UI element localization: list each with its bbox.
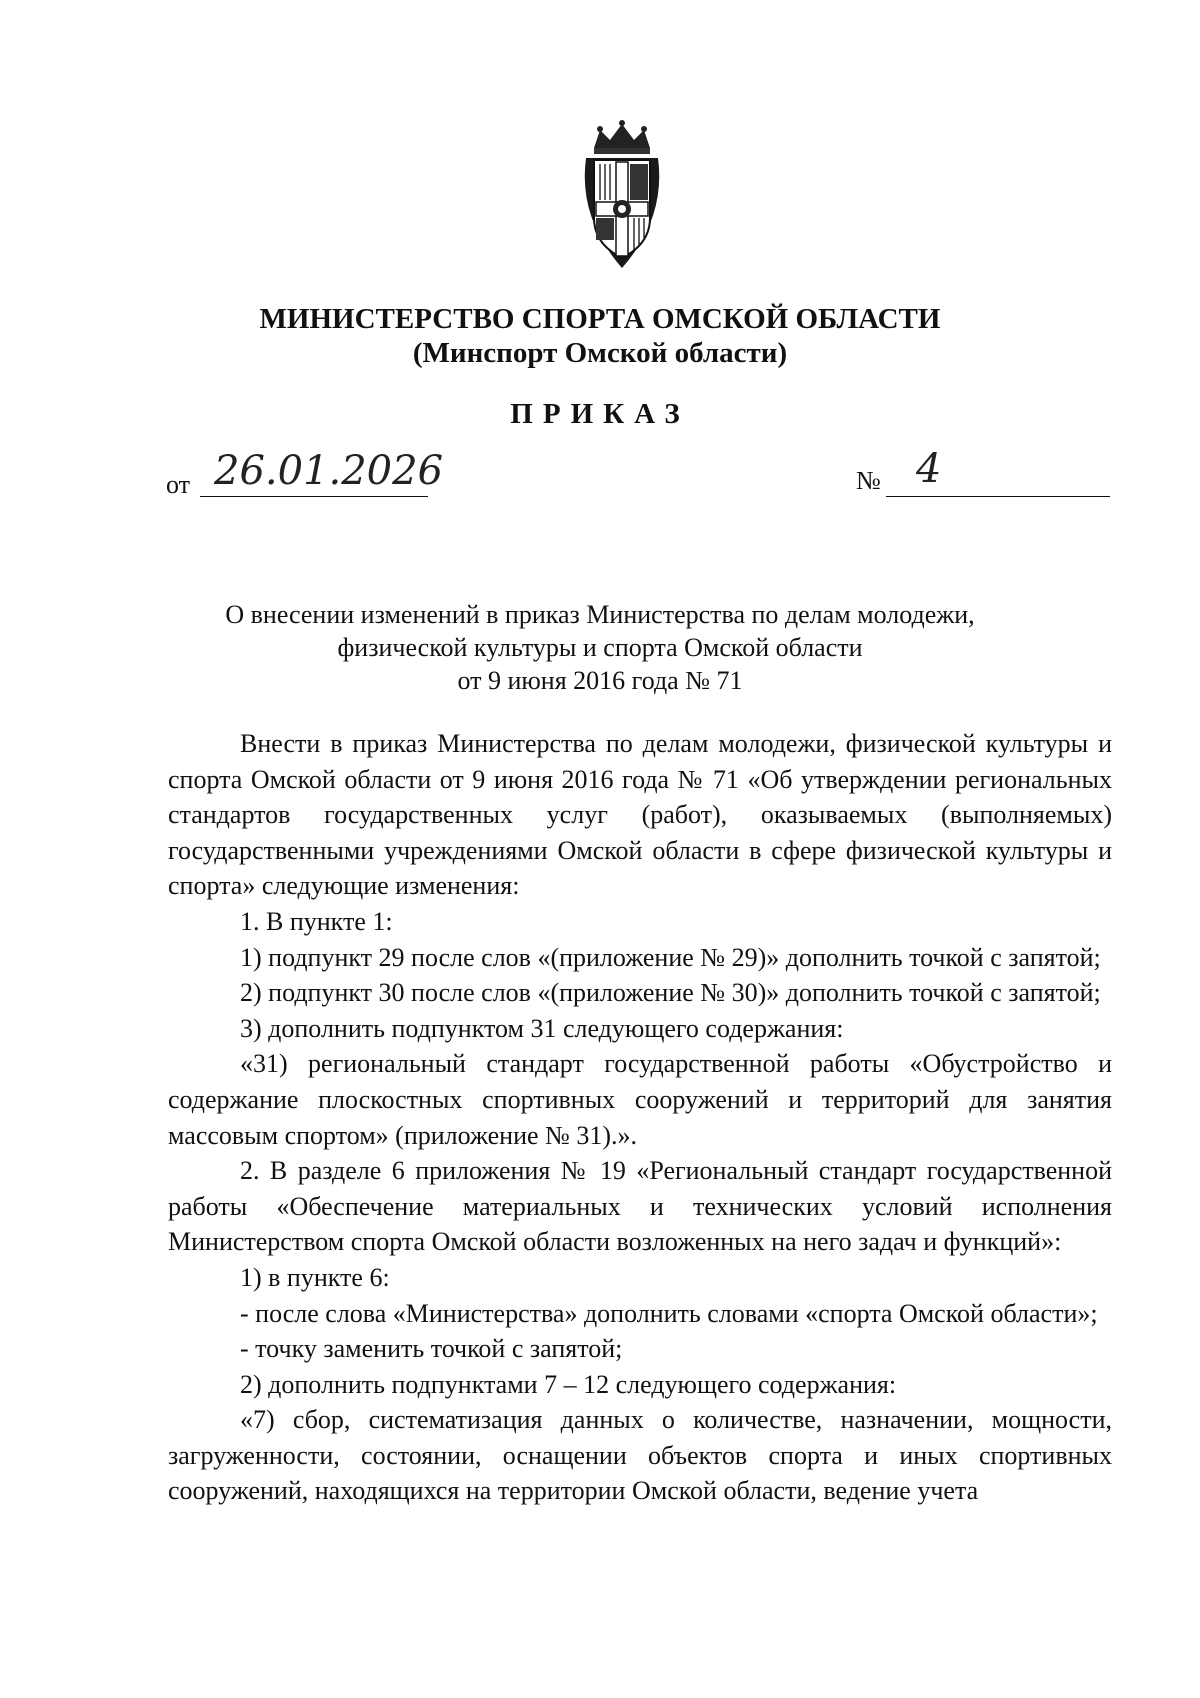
body-paragraph: «7) сбор, систематизация данных о количестве, назначении, мощности, загруженности, состоянии, оснащении объектов спорта и иных спортивных сооружений, находящихся на территории Омской области, ведение учета: [168, 1405, 1112, 1506]
body-paragraph: 1) в пункте 6:: [240, 1262, 390, 1292]
body-paragraph: 3) дополнить подпунктом 31 следующего содержания:: [240, 1013, 844, 1043]
body-paragraph: - после слова «Министерства» дополнить словами «спорта Омской области»;: [240, 1298, 1098, 1328]
body-paragraph: - точку заменить точкой с запятой;: [240, 1334, 623, 1364]
body-paragraph: 2) дополнить подпунктами 7 – 12 следующего содержания:: [240, 1369, 897, 1399]
ministry-name: МИНИСТЕРСТВО СПОРТА ОМСКОЙ ОБЛАСТИ: [259, 303, 941, 335]
number-label: №: [856, 466, 881, 495]
coat-of-arms-icon: [572, 118, 672, 274]
body-paragraph: «31) региональный стандарт государственной работы «Обустройство и содержание плоскостных спортивных сооружений и территорий для занятия массовым спортом» (приложение № 31).».: [168, 1049, 1112, 1150]
body-paragraph: 1. В пункте 1:: [240, 906, 393, 936]
subject-line: от 9 июня 2016 года № 71: [457, 666, 743, 695]
body-paragraph: 1) подпункт 29 после слов «(приложение № 29)» дополнить точкой с запятой;: [240, 942, 1101, 972]
date-value: 26.01.2026: [214, 448, 444, 494]
ministry-short-name: (Минспорт Омской области): [412, 337, 788, 369]
document-body: [168, 726, 1112, 1509]
body-paragraph: 2. В разделе 6 приложения № 19 «Региональный стандарт государственной работы «Обеспечение материальных и технических условий исполнения Министерством спорта Омской области возложенных на него задач и функций»:: [168, 1156, 1112, 1257]
document-subject: [0, 598, 1200, 697]
subject-line: физической культуры и спорта Омской области: [337, 633, 863, 662]
date-underline: [200, 496, 428, 497]
number-underline: [886, 496, 1110, 497]
document-type: ПРИКАЗ: [510, 398, 690, 430]
number-value: 4: [916, 446, 942, 492]
body-paragraph: 2) подпункт 30 после слов «(приложение № 30)» дополнить точкой с запятой;: [240, 978, 1101, 1008]
date-label: от: [166, 470, 191, 499]
body-paragraph: Внести в приказ Министерства по делам молодежи, физической культуры и спорта Омской области от 9 июня 2016 года № 71 «Об утверждении региональных стандартов государственных услуг (работ), оказываемых (выполняемых) государственными учреждениями Омской области в сфере физической культуры и спорта» следующие изменения:: [168, 729, 1112, 901]
subject-line: О внесении изменений в приказ Министерства по делам молодежи,: [225, 600, 975, 629]
